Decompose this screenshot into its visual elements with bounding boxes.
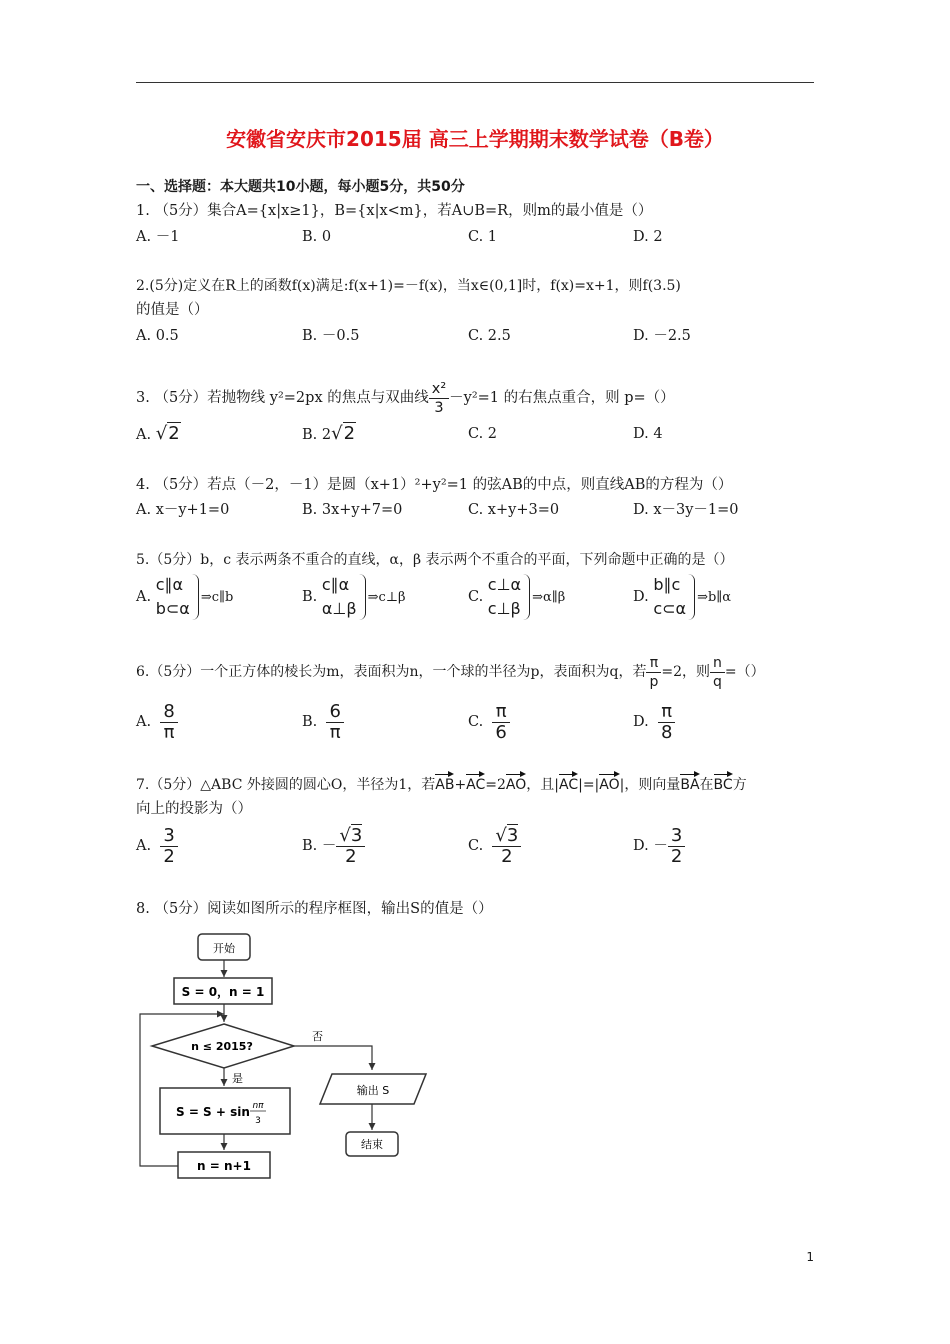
q3-option-a: A. √2 xyxy=(136,423,180,444)
vector-ao: AO xyxy=(505,777,527,793)
flowchart-start-label: 开始 xyxy=(213,942,235,955)
question-4-stem: 4. （5分）若点（－2，－1）是圆（x+1）²+y²=1 的弦AB的中点，则直线AB的方程为（） xyxy=(136,477,733,493)
brace-icon xyxy=(192,574,199,620)
q5-option-d: D. b∥c c⊂α ⇒b∥α xyxy=(633,575,732,618)
q2-option-a: A. 0.5 xyxy=(136,328,179,344)
vector-ao-abs: AO xyxy=(599,777,620,793)
q4-option-d: D. x－3y－1=0 xyxy=(633,502,739,518)
question-2-stem: 2.(5分)定义在R上的函数f(x)满足:f(x+1)=－f(x)，当x∈(0,1]时，f(x)=x+1，则f(3.5) xyxy=(136,278,681,294)
q4-option-c: C. x+y+3=0 xyxy=(468,502,560,518)
q4-option-a: A. x－y+1=0 xyxy=(136,502,230,518)
question-6-stem: 6.（5分）一个正方体的棱长为m，表面积为n，一个球的半径为p，表面积为q，若 $\frac{\pi}{p}$ =2，则 $\frac{n}{q}$ =（） xyxy=(136,654,765,690)
q6-option-a: A. $\frac{8}{\pi}$ xyxy=(136,700,178,744)
brace-icon xyxy=(523,574,530,620)
vector-ba: BA xyxy=(680,777,700,793)
q5-option-b: B. c∥α α⊥β ⇒c⊥β xyxy=(302,575,406,618)
flowchart-increment-label: n = n+1 xyxy=(197,1159,251,1173)
q3-pre: 3. （5分）若抛物线 y²=2px 的焦点与双曲线 xyxy=(136,390,429,406)
vector-ac-abs: AC xyxy=(559,777,579,793)
flowchart-yes-label: 是 xyxy=(232,1072,243,1085)
sqrt-symbol: √2 xyxy=(331,423,356,444)
q2-option-c: C. 2.5 xyxy=(468,328,511,344)
question-1-stem: 1. （5分）集合A={x|x≥1}，B={x|x<m}，若A∪B=R，则m的最小值是（） xyxy=(136,203,653,219)
flowchart-body-label: S = S + sin xyxy=(176,1105,250,1119)
vector-bc: BC xyxy=(713,777,733,793)
q6-fraction-1: $\frac{\pi}{p}$ xyxy=(646,654,661,691)
flowchart-decision-label: n ≤ 2015? xyxy=(191,1040,253,1053)
flowchart-body-den: 3 xyxy=(255,1116,261,1126)
flowchart-output-label: 输出 S xyxy=(356,1084,390,1097)
question-3-stem xyxy=(136,376,675,420)
q2-option-b: B. －0.5 xyxy=(302,328,360,344)
flowchart-end-label: 结束 xyxy=(361,1138,383,1151)
q7-option-d: D. － $\frac{3}{2}$ xyxy=(633,824,685,868)
q3-den: 3 xyxy=(434,399,444,416)
q6-option-b: B. $\frac{6}{\pi}$ xyxy=(302,700,344,744)
question-5-stem: 5.（5分）b，c 表示两条不重合的直线，α，β 表示两个不重合的平面，下列命题中正确的是（） xyxy=(136,552,734,568)
brace-icon xyxy=(688,574,695,620)
q3-option-c: C. 2 xyxy=(468,426,498,442)
question-7-stem: 7.（5分）△ABC 外接圆的圆心O，半径为1，若AB+AC=2AO，且|AC|=|AO|，则向量BA在BC方 xyxy=(136,777,747,793)
section-heading: 一、选择题：本大题共10小题，每小题5分，共50分 xyxy=(136,179,465,195)
flowchart-body-num: nπ xyxy=(252,1101,264,1111)
q3-num: x² xyxy=(429,380,449,399)
question-7-stem-cont: 向上的投影为（） xyxy=(136,801,252,817)
q3-post: －y²=1 的右焦点重合，则 p=（） xyxy=(449,390,675,406)
brace-icon xyxy=(359,574,366,620)
flowchart-init-label: S = 0，n = 1 xyxy=(181,985,265,999)
q2-option-d: D. －2.5 xyxy=(633,328,691,344)
q4-option-b: B. 3x+y+7=0 xyxy=(302,502,403,518)
q6-option-c: C. $\frac{\pi}{6}$ xyxy=(468,700,510,744)
q1-option-d: D. 2 xyxy=(633,229,663,245)
q1-option-a: A. －1 xyxy=(136,229,180,245)
q5-option-a: A. c∥α b⊂α ⇒c∥b xyxy=(136,575,234,618)
q7-option-c: C. $\frac{√3}{2}$ xyxy=(468,824,521,868)
q3-option-b: B. 2√2 xyxy=(302,423,356,444)
q6-option-d: D. $\frac{\pi}{8}$ xyxy=(633,700,675,744)
q1-option-b: B. 0 xyxy=(302,229,332,245)
q7-option-a: A. $\frac{3}{2}$ xyxy=(136,824,178,868)
flowchart-no-label: 否 xyxy=(312,1030,323,1043)
page-number: 1 xyxy=(806,1250,814,1264)
q7-option-b: B. － $\frac{√3}{2}$ xyxy=(302,824,365,868)
q1-option-c: C. 1 xyxy=(468,229,498,245)
q3-fraction xyxy=(429,380,449,417)
question-8-stem: 8. （5分）阅读如图所示的程序框图，输出S的值是（） xyxy=(136,901,493,917)
vector-ac: AC xyxy=(466,777,486,793)
q5-option-c: C. c⊥α c⊥β ⇒α∥β xyxy=(468,575,566,618)
q3-option-d: D. 4 xyxy=(633,426,663,442)
sqrt-symbol: √2 xyxy=(155,423,180,444)
vector-ab: AB xyxy=(435,777,455,793)
q6-fraction-2: $\frac{n}{q}$ xyxy=(710,654,725,691)
page-title: 安徽省安庆市2015届 高三上学期期末数学试卷（B卷） xyxy=(226,127,724,151)
question-2-stem-cont: 的值是（） xyxy=(136,302,209,318)
flowchart xyxy=(136,930,436,1190)
header-rule xyxy=(136,82,814,83)
